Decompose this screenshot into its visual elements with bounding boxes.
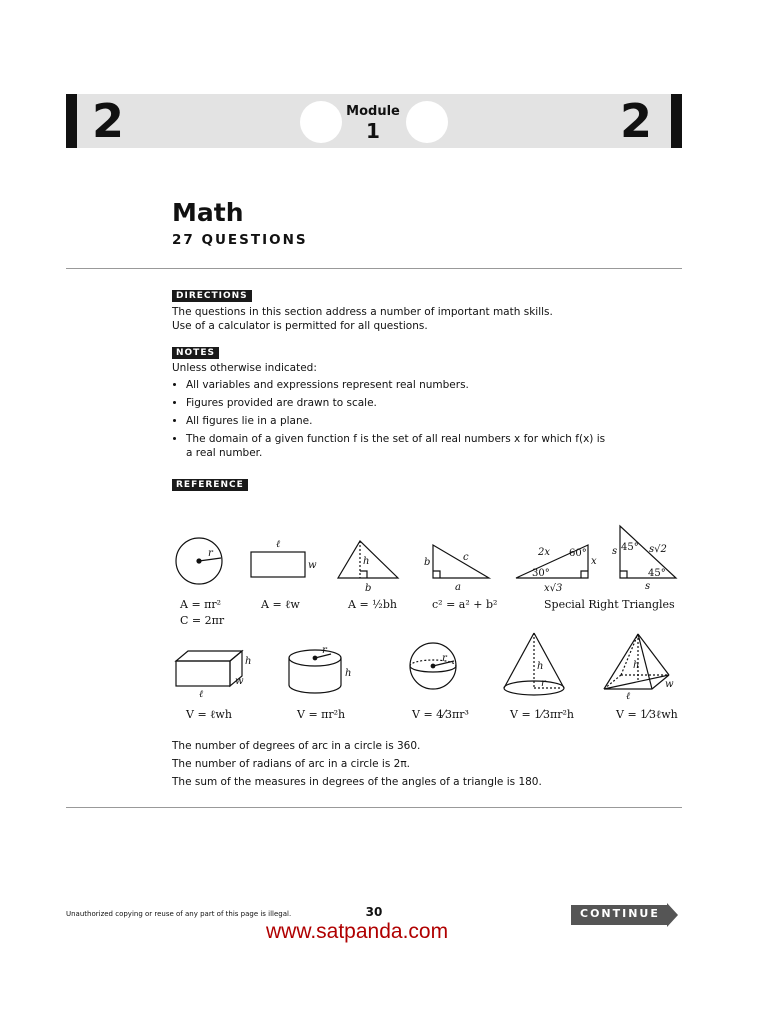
svg-text:r: r bbox=[322, 645, 327, 656]
special-right-triangles-caption: Special Right Triangles bbox=[544, 598, 675, 611]
formula-circle-circumference: C = 2πr bbox=[180, 614, 225, 627]
fact-triangle-sum: The sum of the measures in degrees of the angles of a triangle is 180. bbox=[172, 776, 542, 788]
svg-text:a: a bbox=[455, 582, 461, 593]
fact-radians: The number of radians of arc in a circle is 2π. bbox=[172, 758, 410, 770]
svg-text:r: r bbox=[541, 678, 546, 689]
notes-item: • All figures lie in a plane. bbox=[186, 412, 606, 430]
notes-label: NOTES bbox=[172, 347, 219, 359]
svg-text:h: h bbox=[345, 668, 352, 679]
continue-label: CONTINUE bbox=[580, 907, 660, 920]
svg-text:b: b bbox=[365, 583, 372, 594]
notes-intro: Unless otherwise indicated: bbox=[172, 362, 317, 374]
svg-text:45°: 45° bbox=[621, 542, 639, 553]
question-count: 27 QUESTIONS bbox=[172, 232, 308, 248]
fact-degrees: The number of degrees of arc in a circle is 360. bbox=[172, 740, 421, 752]
section-number-right: 2 bbox=[620, 94, 653, 148]
formula-pyramid: V = 1⁄3ℓwh bbox=[616, 708, 678, 721]
svg-text:r: r bbox=[442, 653, 447, 664]
cylinder-figure bbox=[289, 645, 351, 693]
svg-text:s: s bbox=[612, 546, 618, 557]
notes-item: • All variables and expressions represent real numbers. bbox=[186, 376, 606, 394]
special-triangle-30-60-90 bbox=[516, 545, 597, 594]
svg-text:h: h bbox=[633, 660, 640, 671]
svg-text:w: w bbox=[235, 676, 244, 687]
formula-sphere: V = 4⁄3πr³ bbox=[412, 708, 469, 721]
directions-label: DIRECTIONS bbox=[172, 290, 252, 302]
svg-text:2x: 2x bbox=[538, 547, 551, 558]
svg-text:h: h bbox=[537, 661, 544, 672]
triangle-figure bbox=[338, 541, 398, 594]
svg-text:r: r bbox=[208, 548, 213, 559]
section-number-left: 2 bbox=[92, 94, 125, 148]
formula-cone: V = 1⁄3πr²h bbox=[510, 708, 574, 721]
page-number: 30 bbox=[365, 905, 383, 919]
svg-text:w: w bbox=[665, 679, 674, 690]
svg-text:s: s bbox=[645, 581, 651, 592]
notes-item: • Figures provided are drawn to scale. bbox=[186, 394, 606, 412]
pyramid-figure bbox=[604, 634, 674, 702]
page-title: Math bbox=[172, 198, 244, 227]
formula-pythagorean: c² = a² + b² bbox=[432, 598, 498, 611]
formula-triangle: A = ½bh bbox=[348, 598, 397, 611]
module-label: Module bbox=[346, 104, 400, 119]
formula-cylinder: V = πr²h bbox=[297, 708, 346, 721]
special-triangle-45-45-90 bbox=[612, 526, 676, 592]
copyright-note: Unauthorized copying or reuse of any part of this page is illegal. bbox=[66, 910, 292, 918]
sphere-figure bbox=[410, 643, 456, 689]
svg-text:ℓ: ℓ bbox=[276, 539, 281, 550]
website-link[interactable]: www.satpanda.com bbox=[266, 920, 449, 943]
right-triangle-figure bbox=[424, 545, 489, 593]
svg-text:30°: 30° bbox=[532, 568, 550, 579]
svg-text:x√3: x√3 bbox=[544, 583, 563, 594]
notes-item: • The domain of a given function f is the set of all real numbers x for which f(x) is a real number. bbox=[186, 430, 606, 460]
formula-rectangle: A = ℓw bbox=[261, 598, 300, 611]
svg-text:h: h bbox=[363, 556, 370, 567]
directions-line-2: Use of a calculator is permitted for all questions. bbox=[172, 320, 428, 332]
directions-line-1: The questions in this section address a number of important math skills. bbox=[172, 306, 553, 318]
svg-text:60°: 60° bbox=[569, 548, 587, 559]
svg-text:c: c bbox=[463, 552, 469, 563]
reference-label: REFERENCE bbox=[172, 479, 248, 491]
box-figure bbox=[176, 651, 251, 700]
divider-bottom bbox=[66, 807, 682, 808]
rectangle-figure bbox=[251, 539, 317, 577]
cone-figure bbox=[504, 633, 564, 695]
svg-text:x: x bbox=[591, 556, 597, 567]
svg-text:s√2: s√2 bbox=[649, 544, 667, 555]
svg-text:ℓ: ℓ bbox=[626, 691, 631, 702]
formula-box: V = ℓwh bbox=[186, 708, 232, 721]
svg-text:45°: 45° bbox=[648, 568, 666, 579]
circle-figure bbox=[176, 538, 222, 584]
svg-text:b: b bbox=[424, 557, 431, 568]
svg-text:h: h bbox=[245, 656, 252, 667]
svg-text:ℓ: ℓ bbox=[199, 689, 204, 700]
svg-text:w: w bbox=[308, 560, 317, 571]
module-number: 1 bbox=[366, 119, 380, 143]
formula-circle-area: A = πr² bbox=[180, 598, 222, 611]
